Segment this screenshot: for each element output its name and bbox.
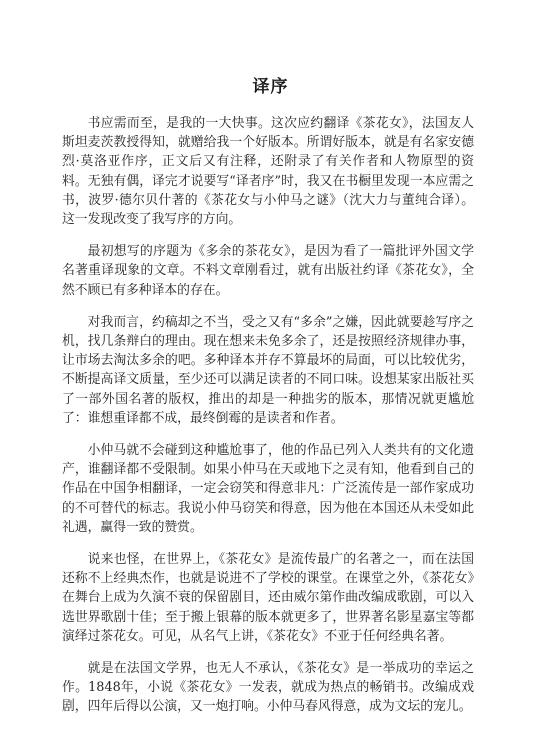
body-text <box>62 114 474 730</box>
paragraph-5: 说来也怪，在世界上，《茶花女》是流传最广的名著之一，而在法国还称不上经典杰作，也就是说进不了学校的课堂。在课堂之外，《茶花女》在舞台上成为久演不衰的保留剧目，还由威尔第作曲改编成歌剧，可以入选世界歌剧十佳；至于搬上银幕的版本就更多了，世界著名影星嘉宝等都演绎过茶花女。可见，从名气上讲，《茶花女》不亚于任何经典名著。 <box>62 552 474 644</box>
paragraph-6: 就是在法国文学界，也无人不承认，《茶花女》是一举成功的幸运之作。1848年，小说《茶花女》一发表，就成为热点的畅销书。改编成戏剧，四年后得以公演，又一炮打响。小仲马春风得意，成为文坛的宠儿。 <box>62 661 474 715</box>
paragraph-2: 最初想写的序题为《多余的茶花女》，是因为看了一篇批评外国文学名著重译现象的文章。不料文章刚看过，就有出版社约译《茶花女》，全然不顾已有多种译本的存在。 <box>62 244 474 298</box>
paragraph-4: 小仲马就不会碰到这种尴尬事了，他的作品已列入人类共有的文化遗产，谁翻译都不受限制。如果小仲马在天或地下之灵有知，他看到自己的作品在中国争相翻译，一定会窃笑和得意非凡：广泛流传是一部作家成功的不可替代的标志。我说小仲马窃笑和得意，因为他在本国还从未受如此礼遇，赢得一致的赞赏。 <box>62 443 474 535</box>
page-title: 译序 <box>252 77 289 97</box>
paragraph-3: 对我而言，约稿却之不当，受之又有“多余”之嫌，因此就要趁写序之机，找几条辩白的理由。现在想来未免多余了，还是按照经济规律办事，让市场去淘汰多余的吧。多种译本并存不算最坏的局面，可以比较优劣，不断提高译文质量，至少还可以满足读者的不同口味。设想某家出版社买了一部外国名著的版权，推出的却是一种拙劣的版本，那情况就更尴尬了：谁想重译都不成，最终倒霉的是读者和作者。 <box>62 314 474 426</box>
paragraph-1: 书应需而至，是我的一大快事。这次应约翻译《茶花女》，法国友人斯坦麦茨教授得知，就赠给我一个好版本。所谓好版本，就是有名家安德烈·莫洛亚作序，正文后又有注释，还附录了有关作者和人物原型的资料。无独有偶，译完才说要写“译者序”时，我又在书橱里发现一本应需之书，波罗·德尔贝什著的《茶花女与小仲马之谜》（沈大力与董纯合译）。这一发现改变了我写序的方向。 <box>62 116 474 228</box>
